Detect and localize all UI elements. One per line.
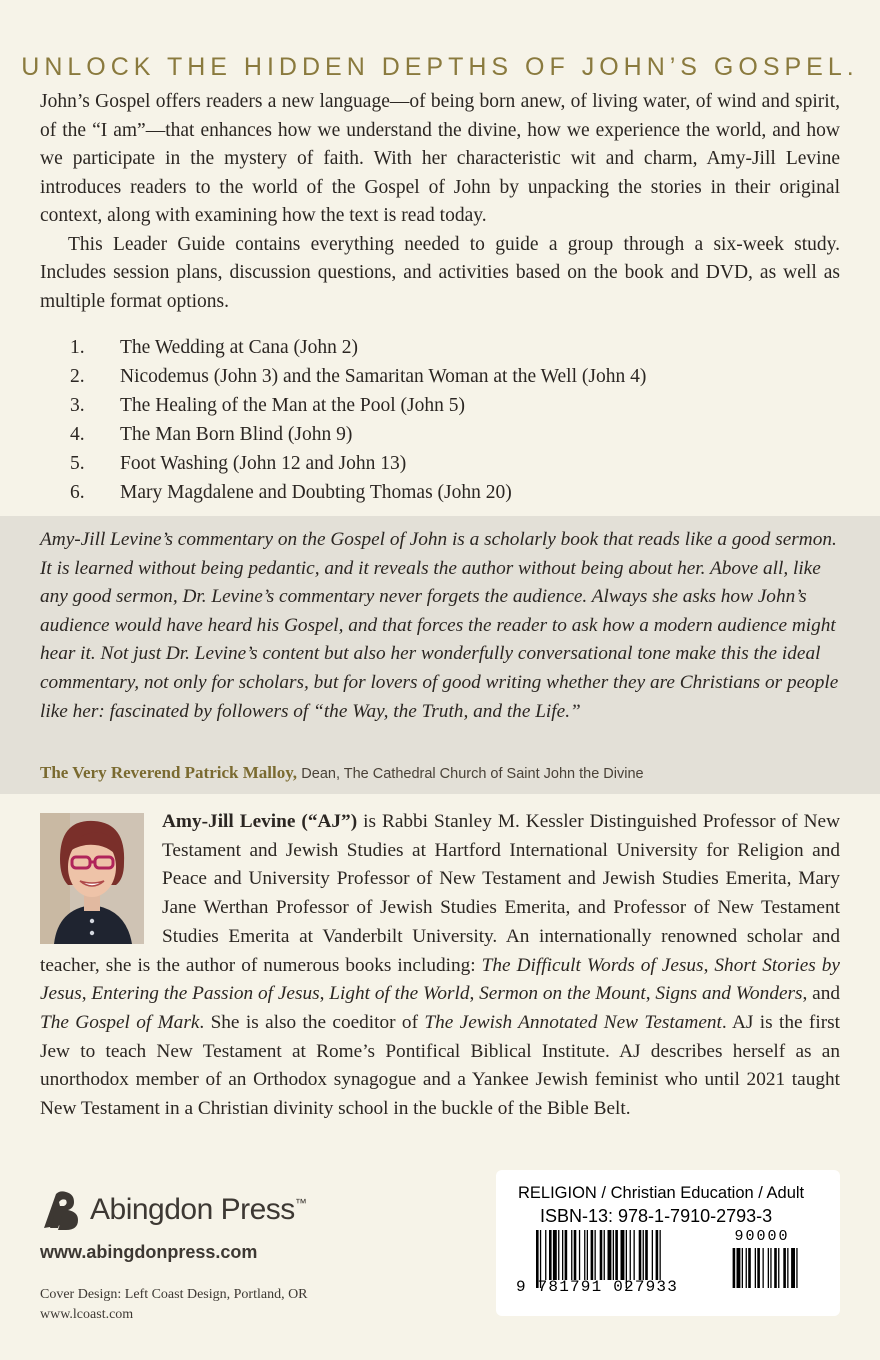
endorsement-attribution — [40, 761, 860, 786]
session-number: 3. — [70, 395, 85, 416]
credit-line: Cover Design: Left Coast Design, Portland, OR — [40, 1287, 308, 1302]
bio-text: . AJ is the first Jew to teach New Testament at Rome’s Pontifical Biblical Institute. AJ describes herself as an unorthodox member of an Orthodox synagogue and a Yankee Jewish feminist who until 2021 taught New Testament in a Christian divinity school in the buckle of the Bible Belt. — [40, 1011, 840, 1120]
publisher-logo — [40, 1188, 340, 1232]
endorsement-quote: Amy-Jill Levine’s commentary on the Gospel of John is a scholarly book that reads like a good sermon. It is learned without being pedantic, and it reveals the author without being about her. Above all, like any good sermon, Dr. Levine’s commentary never forgets the audience. Always she asks how John’s audience would have heard his Gospel, and that forces the reader to ask how a modern audience might hear it. Not just Dr. Levine’s content but also her wonderfully conversational tone make this the ideal commentary, not only for scholars, but for lovers of good writing whether they are Christians or people like her: fascinated by followers of “the Way, the Truth, and the Life.” — [40, 529, 839, 722]
session-item — [70, 333, 830, 362]
session-number: 4. — [70, 424, 85, 445]
cover-design-credit — [40, 1285, 308, 1325]
session-item — [70, 449, 830, 478]
barcode-digits: 9 781791 027933 — [516, 1278, 679, 1296]
session-number: 1. — [70, 337, 85, 358]
publisher-website[interactable]: www.abingdonpress.com — [40, 1242, 258, 1262]
bio-text: is Rabbi Stanley M. Kessler Distinguished Professor of New Testament and Jewish Studies at Hartford International University for Religion and Peace and University Professor of New Testament and Jewish Studies Emerita, Mary Jane Werthan Professor of Jewish Studies Emerita, and Professor of New Testament Studies Emerita at Vanderbilt University. An internationally renowned scholar and teacher, she is the author of numerous books including: — [40, 811, 840, 976]
endorser-name: The Very Reverend Patrick Malloy — [40, 763, 293, 782]
book-title: Signs and Wonders — [655, 983, 803, 1005]
abingdon-logo-icon — [40, 1188, 82, 1232]
session-title: The Wedding at Cana (John 2) — [120, 337, 358, 358]
session-number: 5. — [70, 453, 85, 474]
price-code: 90000 — [734, 1228, 790, 1245]
book-title: The Difficult Words of Jesus — [481, 954, 704, 976]
session-title: Nicodemus (John 3) and the Samaritan Woman at the Well (John 4) — [120, 366, 647, 387]
barcode-panel — [496, 1170, 840, 1316]
bio-text: , — [81, 983, 92, 1005]
author-bio — [40, 808, 840, 1124]
session-number: 2. — [70, 366, 85, 387]
publisher-name: Abingdon Press — [90, 1193, 295, 1226]
endorser-role: Dean, The Cathedral Church of Saint John the Divine — [301, 766, 644, 782]
session-title: The Healing of the Man at the Pool (John 5) — [120, 395, 465, 416]
bio-text: , — [319, 983, 330, 1005]
author-name: Amy-Jill Levine (“AJ”) — [162, 811, 358, 832]
bio-text: , — [469, 983, 480, 1005]
bio-text: , and — [802, 983, 841, 1005]
session-item — [70, 391, 830, 420]
description-paragraph-2: This Leader Guide contains everything needed to guide a group through a six-week study. Includes session plans, discussion questions, and activities based on the book and DVD, as well as multiple format options. — [40, 233, 840, 312]
headline: UNLOCK THE HIDDEN DEPTHS OF JOHN’S GOSPEL. — [21, 52, 859, 81]
trademark-mark: ™ — [294, 1196, 307, 1210]
session-item — [70, 362, 830, 391]
bio-text: , — [645, 983, 656, 1005]
description — [40, 88, 840, 316]
isbn-label: ISBN-13: 978-1-7910-2793-3 — [540, 1206, 773, 1226]
session-title: Mary Magdalene and Doubting Thomas (John 20) — [120, 482, 512, 503]
bisac-category: RELIGION / Christian Education / Adult — [518, 1184, 805, 1202]
book-title: The Jewish Annotated New Testament — [424, 1011, 722, 1033]
bio-text: , — [703, 954, 715, 976]
endorser-separator: , — [292, 763, 298, 782]
book-title: The Gospel of Mark — [40, 1011, 200, 1033]
session-item — [70, 478, 830, 507]
session-number: 6. — [70, 482, 85, 503]
session-title: Foot Washing (John 12 and John 13) — [120, 453, 407, 474]
credit-url[interactable]: www.lcoast.com — [40, 1307, 134, 1322]
bio-text: . She is also the coeditor of — [199, 1011, 425, 1033]
session-title: The Man Born Blind (John 9) — [120, 424, 353, 445]
description-paragraph-1: John’s Gospel offers readers a new language—of being born anew, of living water, of wind and spirit, of the “I am”—that enhances how we understand the divine, how we experience the world, and how we participate in the mystery of faith. With her characteristic wit and charm, Amy-Jill Levine introduces readers to the world of the Gospel of John by unpacking the stories in their original context, along with examining how the text is read today. — [40, 91, 840, 226]
book-title: Light of the World — [329, 983, 470, 1005]
book-title: Short Stories by Jesus — [40, 954, 840, 1005]
book-title: Sermon on the Mount — [479, 983, 646, 1005]
book-title: Entering the Passion of Jesus — [91, 983, 320, 1005]
session-list — [70, 333, 830, 507]
session-item — [70, 420, 830, 449]
